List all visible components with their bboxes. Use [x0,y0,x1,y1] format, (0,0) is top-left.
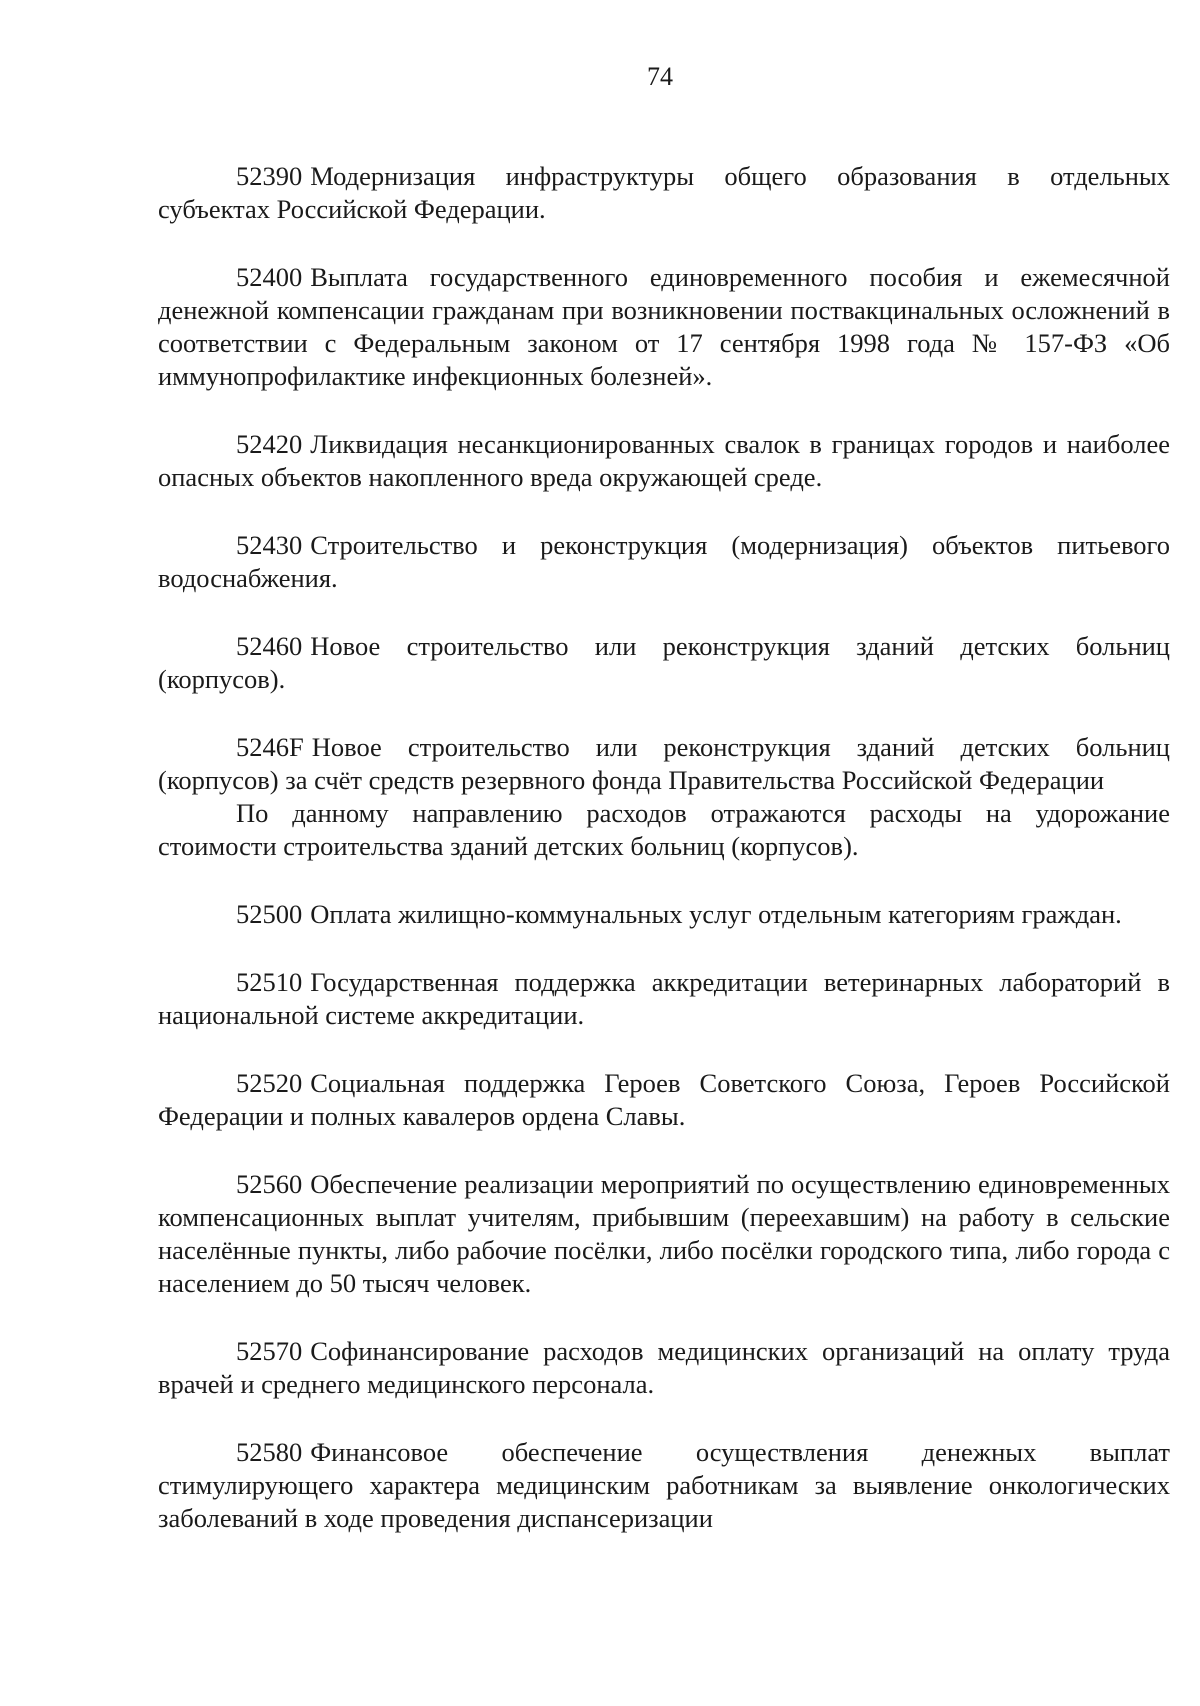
entry-code: 5246F [236,732,304,762]
entry-paragraph [158,630,1170,696]
entry-paragraph [158,1335,1170,1401]
entry-code: 52520 [236,1068,303,1098]
entry-52510 [158,966,1170,1032]
entry-text: Ликвидация несанкционированных свалок в границах городов и наиболее опасных объектов накопленного вреда окружающей среде. [158,429,1170,492]
entry-paragraph [158,898,1170,931]
entry-text: Модернизация инфраструктуры общего образования в отдельных субъектах Российской Федерации. [158,161,1170,224]
entry-text: Государственная поддержка аккредитации ветеринарных лабораторий в национальной системе аккредитации. [158,967,1170,1030]
entry-text: Новое строительство или реконструкция зданий детских больниц (корпусов) за счёт средств резервного фонда Правительства Российской Федерации [158,732,1170,795]
entry-code: 52500 [236,899,303,929]
entry-code: 52580 [236,1437,303,1467]
entry-paragraph [158,1436,1170,1535]
entry-paragraph [158,261,1170,393]
page-number: 74 [647,62,673,91]
entry-paragraph [158,160,1170,226]
entry-text: Оплата жилищно-коммунальных услуг отдельным категориям граждан. [310,899,1122,929]
entry-paragraph [158,731,1170,797]
entry-code: 52570 [236,1336,303,1366]
entry-52390 [158,160,1170,226]
entry-52570 [158,1335,1170,1401]
entry-52500 [158,898,1170,931]
entry-note: По данному направлению расходов отражаются расходы на удорожание стоимости строительства зданий детских больниц (корпусов). [158,798,1170,861]
entry-code: 52420 [236,429,303,459]
entry-52560 [158,1168,1170,1300]
entry-paragraph [158,1168,1170,1300]
entry-text: Обеспечение реализации мероприятий по осуществлению единовременных компенсационных выплат учителям, прибывшим (переехавшим) на работу в сельские населённые пункты, либо рабочие посёлки, либо посёлки городского типа, либо города с населением до 50 тысяч человек. [158,1169,1170,1298]
entry-text: Выплата государственного единовременного пособия и ежемесячной денежной компенсации гражданам при возникновении поствакцинальных осложнений в соответствии с Федеральным законом от 17 сентября 1998 года № 157-ФЗ «Об иммунопрофилактике инфекционных болезней». [158,262,1170,391]
entry-text: Софинансирование расходов медицинских организаций на оплату труда врачей и среднего медицинского персонала. [158,1336,1170,1399]
entry-code: 52460 [236,631,303,661]
entry-paragraph [158,428,1170,494]
entry-5246F [158,731,1170,863]
entry-paragraph [158,966,1170,1032]
entry-text: Социальная поддержка Героев Советского Союза, Героев Российской Федерации и полных кавалеров ордена Славы. [158,1068,1170,1131]
entry-52520 [158,1067,1170,1133]
entry-text: Новое строительство или реконструкция зданий детских больниц (корпусов). [158,631,1170,694]
entry-text: Строительство и реконструкция (модернизация) объектов питьевого водоснабжения. [158,530,1170,593]
entry-paragraph [158,1067,1170,1133]
entry-code: 52510 [236,967,303,997]
entry-code: 52430 [236,530,303,560]
entry-52420 [158,428,1170,494]
entry-code: 52560 [236,1169,303,1199]
entry-52580 [158,1436,1170,1535]
document-body [158,160,1170,1570]
entry-52430 [158,529,1170,595]
entry-52460 [158,630,1170,696]
entry-code: 52390 [236,161,303,191]
entry-code: 52400 [236,262,303,292]
entry-52400 [158,261,1170,393]
entry-paragraph [158,529,1170,595]
entry-text: Финансовое обеспечение осуществления денежных выплат стимулирующего характера медицинским работникам за выявление онкологических заболеваний в ходе проведения диспансеризации [158,1437,1170,1533]
